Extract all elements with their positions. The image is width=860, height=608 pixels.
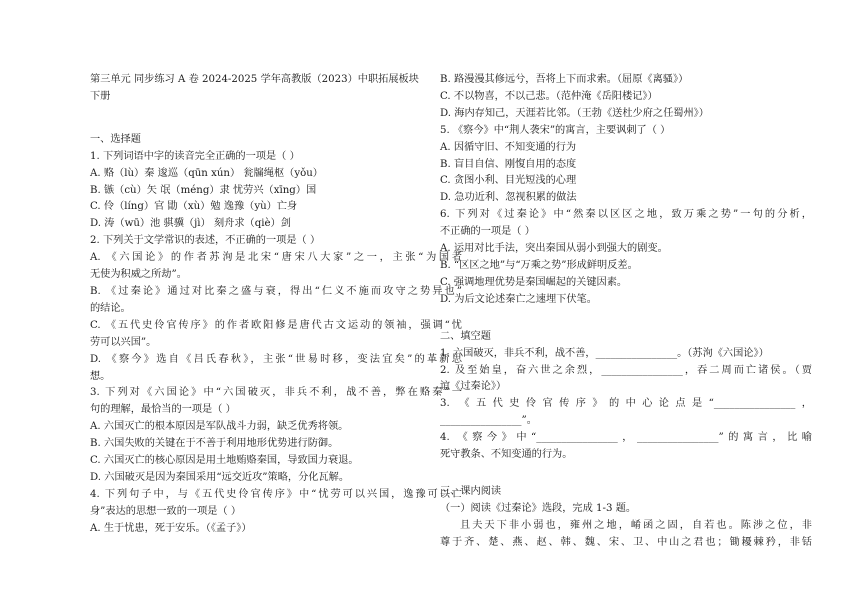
section-heading-choice: 一、选择题 — [90, 133, 141, 145]
question-line: C. 强调地理优势是秦国崛起的关键因素。 — [440, 276, 628, 288]
question-line: A. 因循守旧、不知变通的行为 — [440, 141, 577, 153]
left-column — [90, 72, 462, 538]
question-line: 5. 《察今》中“荆人袭宋”的寓言，主要讽刺了（ ） — [440, 124, 671, 136]
question-line: B. 六国失败的关键在于不善于利用地形优势进行防御。 — [90, 438, 339, 450]
section-heading-fill: 二、填空题 — [440, 330, 491, 342]
fill-line: 3. 《五代史伶官传序》的中心论点是“________________， — [440, 398, 812, 410]
choice-questions-continued — [440, 72, 812, 309]
question-line: B. “区区之地”与“万乘之势”形成鲜明反差。 — [440, 259, 638, 271]
section-heading-reading: 三、课内阅读 — [440, 485, 502, 497]
choice-questions — [90, 149, 462, 538]
question-line: 1. 下列词语中字的读音完全正确的一项是（ ） — [90, 150, 300, 162]
question-line: C. 贪图小利、目光短浅的心理 — [440, 175, 577, 187]
question-line: C. 六国灭亡的核心原因是用土地贿赂秦国，导致国力衰退。 — [90, 455, 359, 467]
question-line: C. 不以物喜，不以己悲。（范仲淹《岳阳楼记》） — [440, 90, 658, 102]
question-line: D. 《察今》选自《吕氏春秋》，主张“世易时移，变法宜矣”的革新思 — [90, 353, 462, 365]
fill-line: 死守教条、不知变通的行为。 — [440, 449, 573, 461]
question-line: C. 伶（líng）官 勖（xù）勉 逸豫（yù）亡身 — [90, 201, 298, 213]
question-line: B. 盲目自信、刚愎自用的态度 — [440, 158, 577, 170]
question-line: 想。 — [90, 370, 111, 382]
question-line: 劳可以兴国”。 — [90, 336, 157, 348]
fill-line: 谊《过秦论》） — [440, 381, 507, 393]
reading-line: 尊于齐、楚、燕、赵、韩、魏、宋、卫、中山之君也；锄耰棘矜，非铦 — [440, 536, 812, 548]
title-line: 下册 — [90, 90, 111, 102]
question-line: B. 路漫漫其修远兮，吾将上下而求索。（屈原《离骚》） — [440, 74, 689, 85]
question-line: A. 生于忧患，死于安乐。（《孟子》） — [90, 522, 252, 534]
question-line: D. 六国破灭是因为秦国采用“远交近攻”策略，分化瓦解。 — [90, 471, 350, 483]
question-line: D. 海内存知己，天涯若比邻。（王勃《送杜少府之任蜀州》） — [440, 107, 709, 119]
question-line: A. 六国灭亡的根本原因是军队战斗力弱，缺乏优秀将领。 — [90, 421, 349, 433]
question-line: A. 运用对比手法，突出秦国从弱小到强大的剧变。 — [440, 243, 668, 255]
document-title — [90, 72, 462, 106]
question-line: A. 《六国论》的作者苏洵是北宋“唐宋八大家”之一，主张“为国者 — [90, 252, 462, 264]
reading-line: （一）阅读《过秦论》选段，完成 1-3 题。 — [440, 502, 637, 514]
question-line: 句的理解，最恰当的一项是（ ） — [90, 404, 236, 416]
question-line: 无使为积威之所劫”。 — [90, 269, 187, 281]
fill-line: 1. 六国破灭，非兵不利，战不善，________________。（苏洵《六国论》） — [440, 347, 769, 359]
reading-line: 且夫天下非小弱也，雍州之地，崤函之固，自若也。陈涉之位，非 — [460, 519, 812, 531]
question-line: 2. 下列关于文学常识的表述，不正确的一项是（ ） — [90, 235, 321, 247]
title-line: 第三单元 同步练习 A 卷 2024-2025 学年高教版（2023）中职拓展板块 — [90, 74, 419, 85]
fill-line: 4. 《察今》中“________________，________________”的寓言，比喻 — [440, 432, 812, 444]
right-column — [440, 72, 812, 552]
question-line: D. 急功近利、忽视积累的做法 — [440, 192, 577, 204]
question-line: D. 为后文论述秦亡之速埋下伏笔。 — [440, 293, 597, 305]
question-line: 4. 下列句子中，与《五代史伶官传序》中“忧劳可以兴国，逸豫可以亡 — [90, 488, 462, 500]
question-line: D. 涛（wū）池 骐骥（jì） 刻舟求（qiè）剑 — [90, 218, 291, 230]
fill-line: 2. 及至始皇，奋六世之余烈，________________，吞二周而亡诸侯。（贾 — [440, 364, 812, 376]
question-line: 的结论。 — [90, 302, 131, 314]
question-line: 3. 下列对《六国论》中“六国破灭，非兵不利，战不善，弊在赂秦”一 — [90, 387, 462, 399]
question-line: B. 镞（cù）矢 氓（méng）隶 忧劳兴（xīng）国 — [90, 184, 317, 196]
question-line: 身”表达的思想一致的一项是（ ） — [90, 505, 242, 517]
fill-line: ________________”。 — [440, 415, 537, 427]
question-line: C. 《五代史伶官传序》的作者欧阳修是唐代古文运动的领袖，强调“忧 — [90, 319, 462, 331]
reading-passage — [440, 501, 812, 552]
question-line: 不正确的一项是（ ） — [440, 226, 535, 238]
question-line: A. 赂（lù）秦 逡巡（qūn xún） 瓮牖绳枢（yǒu） — [90, 167, 323, 179]
question-line: B. 《过秦论》通过对比秦之盛与衰，得出“仁义不施而攻守之势异也” — [90, 285, 462, 297]
fill-in-questions — [440, 346, 812, 464]
question-line: 6. 下列对《过秦论》中“然秦以区区之地，致万乘之势”一句的分析， — [440, 209, 812, 221]
